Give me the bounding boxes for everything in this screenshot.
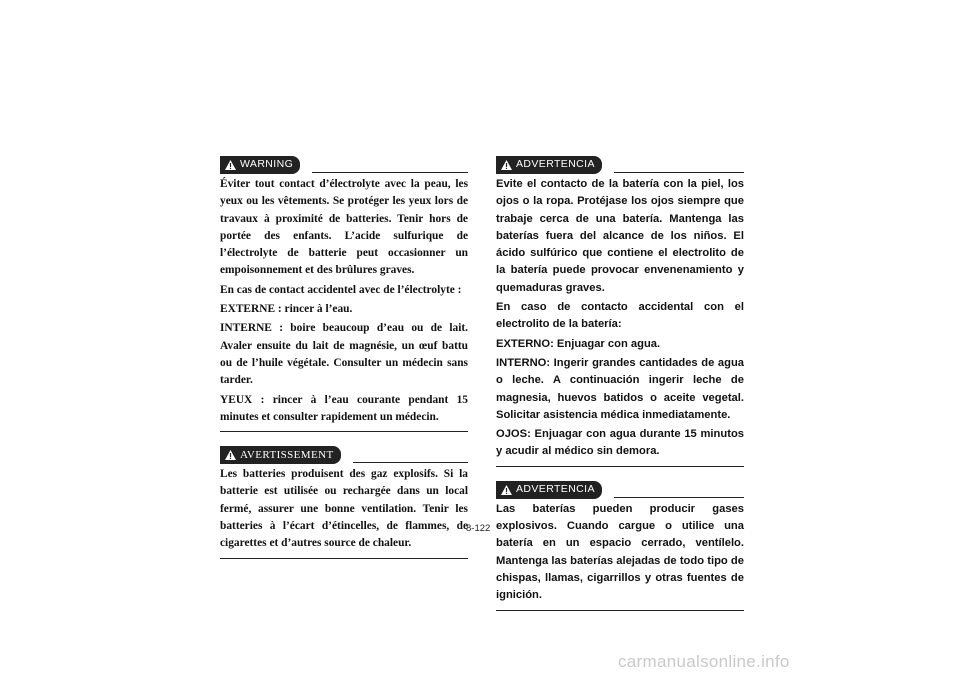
watermark: carmanualsonline.info — [618, 652, 790, 671]
advertencia-badge — [496, 156, 602, 174]
warning-triangle-icon — [225, 450, 236, 460]
warning-paragraph: En cas de contact accidentel avec de l’électrolyte : — [220, 283, 462, 296]
header-rule — [614, 497, 744, 498]
warning-triangle-icon — [501, 160, 512, 170]
page-number: 8-122 — [466, 523, 491, 534]
warning-badge — [220, 156, 300, 174]
avertissement-label: AVERTISSEMENT — [240, 448, 334, 461]
advertencia-paragraph: INTERNO: Ingerir grandes cantidades de agua o leche. A continuación ingerir leche de magnesia, huevos batidos o aceite vegetal. Solicitar asistencia médica inmediatamente. — [496, 356, 744, 421]
advertencia-paragraph: OJOS: Enjuagar con agua durante 15 minutos y acudir al médico sin demora. — [496, 428, 744, 458]
warning-paragraph: Éviter tout contact d’électrolyte avec la peau, les yeux ou les vêtements. Se protéger les yeux lors de travaux à proximité de batteries. Tenir hors de portée des enfants. L’acide sulfurique de l’électrolyte de batterie peut occasionner un empoisonnement et des brûlures graves. — [220, 178, 468, 277]
spanish-column — [496, 152, 744, 621]
section-end-rule — [220, 558, 468, 559]
advertencia-paragraph: Evite el contacto de la batería con la piel, los ojos o la ropa. Protéjase los ojos siempre que trabaje cerca de una batería. Mantenga las baterías fuera del alcance de los niños. El ácido sulfúrico que contiene el electrolito de la batería puede provocar envenenamiento y quemaduras graves. — [496, 178, 744, 294]
section-end-rule — [496, 610, 744, 611]
advertencia-paragraph: En caso de contacto accidental con el electrolito de la batería: — [496, 301, 744, 331]
french-column — [220, 152, 468, 569]
header-rule — [614, 172, 744, 173]
section-end-rule — [496, 466, 744, 467]
avertissement-header — [220, 442, 468, 464]
warning-header — [220, 152, 468, 174]
advertencia-header-1 — [496, 152, 744, 174]
advertencia-badge — [496, 481, 602, 499]
avertissement-badge — [220, 446, 341, 464]
warning-triangle-icon — [225, 160, 236, 170]
warning-paragraph: EXTERNE : rincer à l’eau. — [220, 303, 353, 316]
advertencia-header-2 — [496, 477, 744, 499]
warning-triangle-icon — [501, 485, 512, 495]
avertissement-paragraph: Les batteries produisent des gaz explosifs. Si la batterie est utilisée ou rechargée dans un local fermé, assurer une bonne ventilation. Tenir les batteries à l’écart d’étincelles, de flammes, de cigarettes et d’autres source de chaleur. — [220, 468, 468, 550]
advertencia-paragraph: Las baterías pueden producir gases explosivos. Cuando cargue o utilice una batería en un espacio cerrado, ventílelo. Mantenga las baterías alejadas de todo tipo de chispas, llamas, cigarrillos y otras fuentes de ignición. — [496, 502, 744, 602]
warning-paragraph: YEUX : rincer à l’eau courante pendant 15 minutes et consulter rapidement un médecin. — [220, 393, 468, 423]
warning-label: WARNING — [240, 158, 294, 171]
section-end-rule — [220, 431, 468, 432]
warning-paragraph: INTERNE : boire beaucoup d’eau ou de lait. Avaler ensuite du lait de magnésie, un œuf battu ou de l’huile végétale. Consulter un médecin sans tarder. — [220, 322, 468, 387]
advertencia-label: ADVERTENCIA — [516, 158, 595, 171]
header-rule — [312, 172, 468, 173]
header-rule — [353, 462, 468, 463]
advertencia-paragraph: EXTERNO: Enjuagar con agua. — [496, 337, 661, 350]
advertencia-label: ADVERTENCIA — [516, 483, 595, 496]
